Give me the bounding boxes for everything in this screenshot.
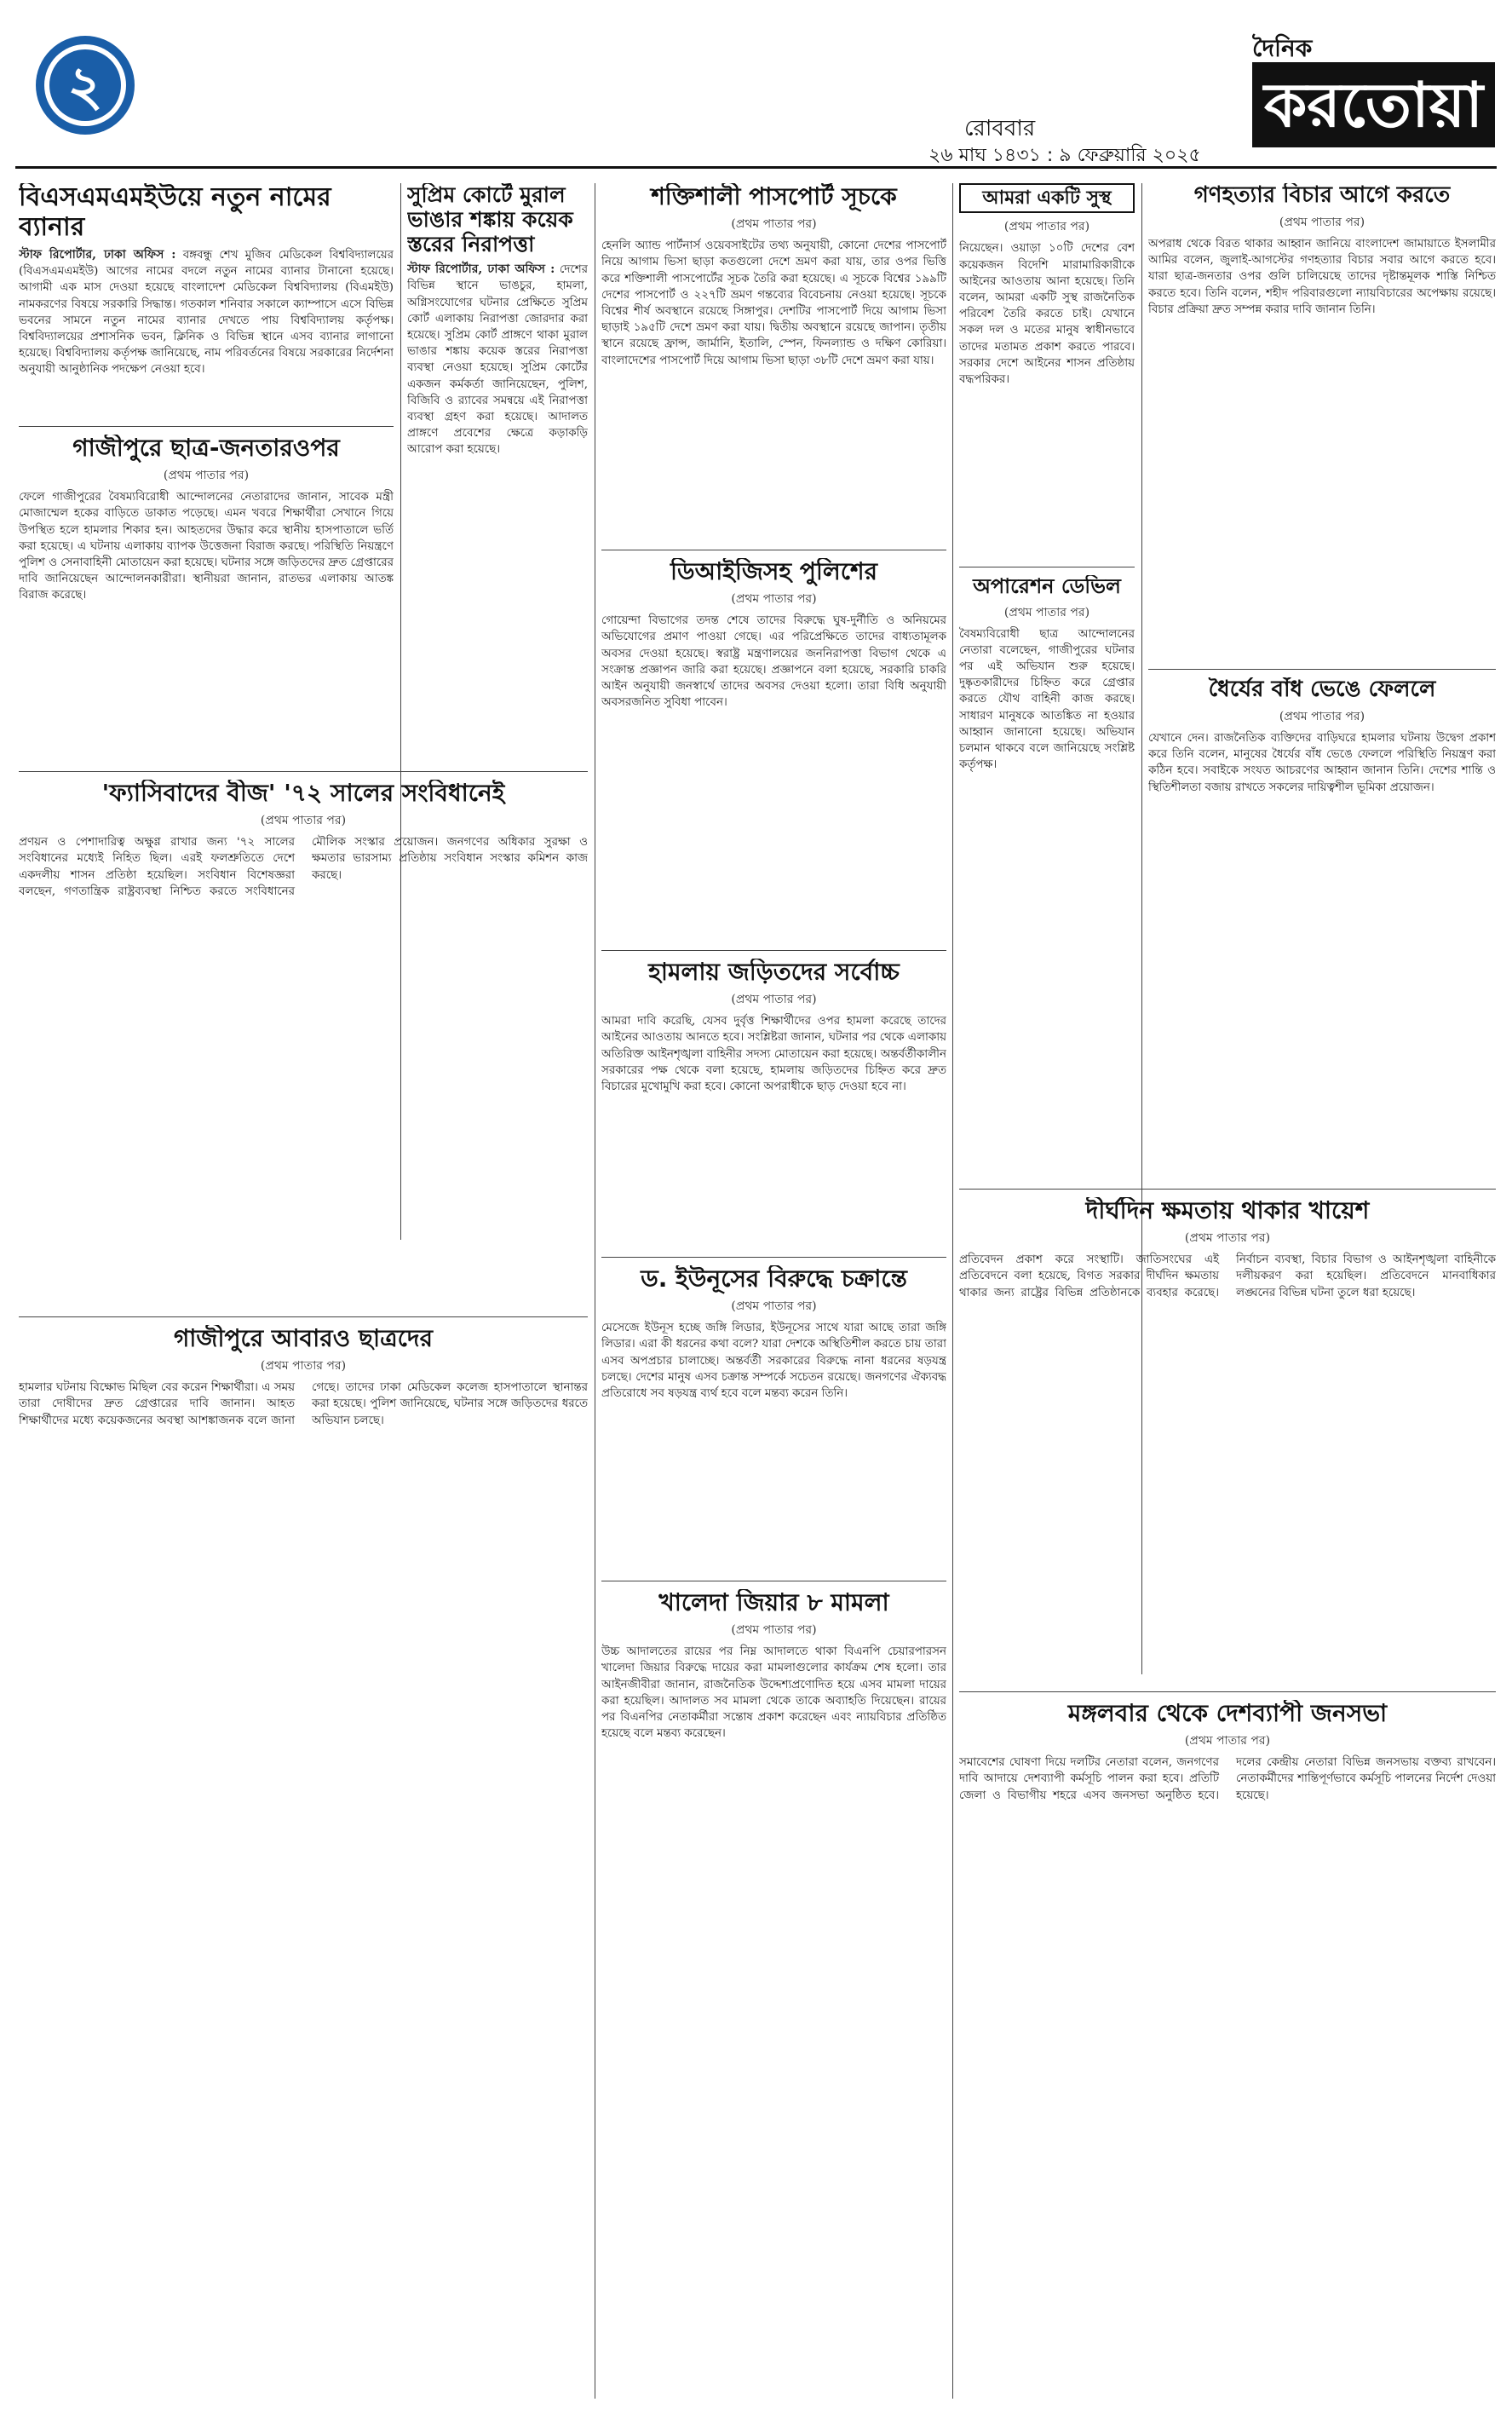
article-continued: (প্রথম পাতার পর)	[1279, 709, 1365, 723]
article-fascism-seed	[19, 780, 588, 1308]
section-rule	[19, 1316, 588, 1317]
article-genocide-trial	[1148, 183, 1496, 660]
article-headline: শক্তিশালী পাসপোর্ট সূচকে	[651, 183, 897, 210]
section-rule	[601, 950, 946, 951]
article-healthy-politics	[959, 183, 1135, 558]
article-continued: (প্রথম পাতার পর)	[731, 1623, 817, 1638]
article-continued: (প্রথম পাতার পর)	[260, 1359, 347, 1374]
article-continued: (প্রথম পাতার পর)	[1184, 1231, 1271, 1246]
article-headline: গাজীপুরে ছাত্র-জনতারওপর	[72, 435, 340, 462]
article-byline: স্টাফ রিপোর্টার, ঢাকা অফিস :	[19, 248, 176, 262]
masthead-rule	[15, 166, 1497, 169]
article-continued: (প্রথম পাতার পর)	[1184, 1734, 1271, 1748]
article-headline: ড. ইউনূসের বিরুদ্ধে চক্রান্তে	[641, 1265, 907, 1293]
article-headline: গণহত্যার বিচার আগে করতে	[1193, 183, 1451, 208]
article-text: যেখানে দেন। রাজনৈতিক ব্যক্তিদের বাড়িঘরে হামলার ঘটনায় উদ্বেগ প্রকাশ করে তিনি বলেন, মানুষের ধৈর্যের বাঁধ ভেঙে ফেললে পরিস্থিতি নিয়ন্ত্রণ করা কঠিন হবে। সবাইকে সংযত আচরণের আহ্বান জানান তিনি। দেশের শান্তি ও স্থিতিশীলতা বজায় রাখতে সকলের দায়িত্বশীল ভূমিকা প্রয়োজন।	[1148, 731, 1496, 794]
article-body	[19, 247, 394, 378]
article-headline: দীর্ঘদিন ক্ষমতায় থাকার খায়েশ	[1085, 1197, 1370, 1224]
article-headline: অপারেশন ডেভিল	[973, 575, 1121, 598]
article-text: উচ্চ আদালতের রায়ের পর নিম্ন আদালতে থাকা বিএনপি চেয়ারপারসন খালেদা জিয়ার বিরুদ্ধে দায়ের করা মামলাগুলোর কার্যক্রম শেষ হলো। তার আইনজীবীরা জানান, রাজনৈতিক উদ্দেশ্যপ্রণোদিত হয়ে এসব মামলা দায়ের করা হয়েছিল। আদালত সব মামলা থেকে তাকে অব্যাহতি দিয়েছেন। রায়ের পর বিএনপির নেতাকর্মীরা সন্তোষ প্রকাশ করেছেন এবং ন্যায়বিচার প্রতিষ্ঠিত হয়েছে বলে মন্তব্য করেছেন।	[601, 1645, 946, 1741]
article-continued: (প্রথম পাতার পর)	[1003, 605, 1090, 619]
section-rule	[19, 426, 394, 427]
article-passport-index	[601, 183, 946, 541]
article-khaleda-cases	[601, 1589, 946, 2407]
article-continued: (প্রথম পাতার পর)	[731, 217, 817, 232]
section-rule	[959, 1691, 1496, 1692]
article-text: হামলার ঘটনায় বিক্ষোভ মিছিল বের করেন শিক্ষার্থীরা। এ সময় তারা দোষীদের দ্রুত গ্রেপ্তারের দাবি জানান। আহত শিক্ষার্থীদের মধ্যে কয়েকজনের অবস্থা আশঙ্কাজনক বলে জানা গেছে। তাদের ঢাকা মেডিকেল কলেজ হাসপাতালে স্থানান্তর করা হয়েছে। পুলিশ জানিয়েছে, ঘটনার সঙ্গে জড়িতদের ধরতে অভিযান চলছে।	[19, 1381, 588, 1427]
section-rule	[1148, 669, 1496, 670]
article-supreme-court-mural	[407, 183, 588, 763]
article-continued: (প্রথম পাতার পর)	[1003, 220, 1090, 234]
article-power-desire	[959, 1197, 1496, 1683]
article-text: মেসেজে ইউনূস হচ্ছে জঙ্গি লিডার, ইউনূসের সাথে যারা আছে তারা জঙ্গি লিডার। এরা কী ধরনের কথা বলে? যারা দেশকে অস্থিতিশীল করতে চায় তারা এসব অপপ্রচার চালাচ্ছে। অন্তর্বর্তী সরকারের বিরুদ্ধে নানা ধরনের ষড়যন্ত্র চলছে। দেশের মানুষ এসব চক্রান্ত সম্পর্কে সচেতন রয়েছে। জনগণের ঐক্যবদ্ধ প্রতিরোধে সব ষড়যন্ত্র ব্যর্থ হবে বলে মন্তব্য করেন তিনি।	[601, 1322, 946, 1400]
article-text: প্রণয়ন ও পেশাদারিত্ব অক্ষুণ্ণ রাখার জন্য '৭২ সালের সংবিধানের মধ্যেই নিহিত ছিল। এরই ফলশ্রুতিতে দেশে একদলীয় শাসন প্রতিষ্ঠা হয়েছিল। সংবিধান বিশেষজ্ঞরা বলছেন, গণতান্ত্রিক রাষ্ট্রব্যবস্থা নিশ্চিত করতে সংবিধানের মৌলিক সংস্কার প্রয়োজন। জনগণের অধিকার সুরক্ষা ও ক্ষমতার ভারসাম্য প্রতিষ্ঠায় সংবিধান সংস্কার কমিশন কাজ করছে।	[19, 836, 588, 898]
issue-date: ২৬ মাঘ ১৪৩১ : ৯ ফেব্রুয়ারি ২০২৫	[928, 145, 1201, 166]
article-text: ফেলে গাজীপুরের বৈষম্যবিরোধী আন্দোলনের নেতারাদের জানান, সাবেক মন্ত্রী মোজাম্মেল হকের বাড়িতে ডাকাত পড়েছে। এমন খবরে শিক্ষার্থীরা সেখানে গিয়ে উপস্থিত হলে হামলার শিকার হন। আহতদের উদ্ধার করে স্থানীয় হাসপাতালে ভর্তি করা হয়েছে। এ ঘটনায় এলাকায় ব্যাপক উত্তেজনা বিরাজ করছে। পরিস্থিতি নিয়ন্ত্রণে পুলিশ ও সেনাবাহিনী মোতায়েন করা হয়েছে। ঘটনার সঙ্গে জড়িতদের দ্রুত গ্রেপ্তারের দাবি জানিয়েছেন আন্দোলনকারীরা। স্থানীয়রা জানান, রাতভর এলাকায় আতঙ্ক বিরাজ করেছে।	[19, 491, 394, 602]
section-rule	[601, 1257, 946, 1258]
page-number: ২	[67, 55, 103, 118]
article-headline: বিএসএমএমইউয়ে নতুন নামের ব্যানার	[19, 183, 331, 242]
article-text: বৈষম্যবিরোধী ছাত্র আন্দোলনের নেতারা বলেছেন, গাজীপুরের ঘটনার পর এই অভিযান শুরু হয়েছে। দুষ্কৃতকারীদের চিহ্নিত করে গ্রেপ্তার করতে যৌথ বাহিনী কাজ করছে। সাধারণ মানুষকে আতঙ্কিত না হওয়ার আহ্বান জানানো হয়েছে। অভিযান চলমান থাকবে বলে জানিয়েছে সংশ্লিষ্ট কর্তৃপক্ষ।	[959, 627, 1135, 772]
article-continued: (প্রথম পাতার পর)	[1279, 215, 1365, 229]
newspaper-logo	[1252, 30, 1495, 158]
column-divider	[952, 183, 953, 2399]
article-headline: আমরা একটি সুস্থ	[959, 183, 1135, 213]
section-rule	[959, 1189, 1496, 1190]
article-headline: ধৈর্যের বাঁধ ভেঙে ফেললে	[1208, 677, 1436, 702]
article-headline: 'ফ্যাসিবাদের বীজ' '৭২ সালের সংবিধানেই	[101, 780, 505, 807]
article-text: প্রতিবেদন প্রকাশ করে সংস্থাটি। জাতিসংঘের এই প্রতিবেদনে বলা হয়েছে, বিগত সরকার দীর্ঘদিন ক্ষমতায় থাকার জন্য রাষ্ট্রের বিভিন্ন প্রতিষ্ঠানকে ব্যবহার করেছে। নির্বাচন ব্যবস্থা, বিচার বিভাগ ও আইনশৃঙ্খলা বাহিনীকে দলীয়করণ করা হয়েছিল। প্রতিবেদনে মানবাধিকার লঙ্ঘনের বিভিন্ন ঘটনা তুলে ধরা হয়েছে।	[959, 1253, 1496, 1299]
article-gazipur-attack	[19, 435, 394, 763]
article-byline: স্টাফ রিপোর্টার, ঢাকা অফিস :	[407, 262, 555, 277]
article-headline: গাজীপুরে আবারও ছাত্রদের	[173, 1325, 434, 1352]
article-continued: (প্রথম পাতার পর)	[731, 993, 817, 1007]
article-nationwide-rally	[959, 1700, 1496, 2407]
article-attack-punishment	[601, 959, 946, 1248]
article-headline: সুপ্রিম কোর্টে মুরাল ভাঙার শঙ্কায় কয়েক স্তরের নিরাপত্তা	[407, 183, 573, 256]
article-text: গোয়েন্দা বিভাগের তদন্ত শেষে তাদের বিরুদ্ধে ঘুষ-দুর্নীতি ও অনিয়মের অভিযোগের প্রমাণ পাওয়া গেছে। এর পরিপ্রেক্ষিতে তাদের বাধ্যতামূলক অবসর দেওয়া হয়েছে। স্বরাষ্ট্র মন্ত্রণালয়ের জননিরাপত্তা বিভাগ থেকে এ সংক্রান্ত প্রজ্ঞাপন জারি করা হয়েছে। প্রজ্ঞাপনে বলা হয়েছে, সরকারি চাকরি আইন অনুযায়ী জনস্বার্থে তাদের অবসর দেওয়া হলো। তারা বিধি অনুযায়ী অবসরজনিত সুবিধা পাবেন।	[601, 614, 946, 710]
article-text: হেনলি অ্যান্ড পার্টনার্স ওয়েবসাইটের তথ্য অনুযায়ী, কোনো দেশের পাসপোর্ট নিয়ে আগাম ভিসা ছাড়া কতগুলো দেশে ভ্রমণ করা যায়, তার ওপর ভিত্তি করে শক্তিশালী পাসপোর্টের সূচক তৈরি করা হয়েছে। এ সূচকে বিশ্বের ১৯৯টি দেশের পাসপোর্ট ও ২২৭টি ভ্রমণ গন্তব্যের বিবেচনায় নেওয়া হয়েছে। সূচকে বিশ্বের শীর্ষ অবস্থানে রয়েছে সিঙ্গাপুর। দেশটির পাসপোর্ট দিয়ে আগাম ভিসা ছাড়াই ১৯৫টি দেশে ভ্রমণ করা যায়। দ্বিতীয় অবস্থানে রয়েছে জাপান। তৃতীয় স্থানে রয়েছে ফ্রান্স, জার্মানি, ইতালি, স্পেন, ফিনল্যান্ড ও দক্ষিণ কোরিয়া। বাংলাদেশের পাসপোর্ট দিয়ে আগাম ভিসা ছাড়া ৩৮টি দেশে ভ্রমণ করা যায়।	[601, 239, 946, 367]
article-headline: হামলায় জড়িতদের সর্বোচ্চ	[648, 959, 900, 986]
article-dig-police	[601, 558, 946, 942]
article-body	[407, 262, 588, 458]
article-patience-dam	[1148, 677, 1496, 1180]
article-continued: (প্রথম পাতার পর)	[163, 469, 250, 483]
article-text: অপরাধ থেকে বিরত থাকার আহ্বান জানিয়ে বাংলাদেশ জামায়াতে ইসলামীর আমির বলেন, জুলাই-আগস্টের গণহত্যার বিচার সবার আগে করতে হবে। যারা ছাত্র-জনতার ওপর গুলি চালিয়েছে তাদের দৃষ্টান্তমূলক শাস্তি নিশ্চিত করতে হবে। তিনি বলেন, শহীদ পরিবারগুলো ন্যায়বিচারের অপেক্ষায় রয়েছে। বিচার প্রক্রিয়া দ্রুত সম্পন্ন করার দাবি জানান তিনি।	[1148, 237, 1496, 316]
article-text: নিয়েছেন। ওয়াড়া ১০টি দেশের বেশ কয়েকজন বিদেশি মারামারিকারীকে আইনের আওতায় আনা হয়েছে। তিনি বলেন, আমরা একটি সুস্থ রাজনৈতিক পরিবেশ তৈরি করতে চাই। যেখানে সকল দল ও মতের মানুষ স্বাধীনভাবে তাদের মতামত প্রকাশ করতে পারবে। সরকার দেশে আইনের শাসন প্রতিষ্ঠায় বদ্ধপরিকর।	[959, 242, 1135, 386]
logo-big-text: করতোয়া	[1252, 62, 1495, 147]
article-gazipur-students	[19, 1325, 588, 2407]
article-continued: (প্রথম পাতার পর)	[260, 814, 347, 828]
article-text: সমাবেশের ঘোষণা দিয়ে দলটির নেতারা বলেন, জনগণের দাবি আদায়ে দেশব্যাপী কর্মসূচি পালন করা হবে। প্রতিটি জেলা ও বিভাগীয় শহরে এসব জনসভা অনুষ্ঠিত হবে। দলের কেন্দ্রীয় নেতারা বিভিন্ন জনসভায় বক্তব্য রাখবেন। নেতাকর্মীদের শান্তিপূর্ণভাবে কর্মসূচি পালনের নির্দেশ দেওয়া হয়েছে।	[959, 1756, 1496, 1802]
article-text: বঙ্গবন্ধু শেখ মুজিব মেডিকেল বিশ্ববিদ্যালয়ের (বিএসএমএমইউ) আগের নামের বদলে নতুন নামের ব্যানার টানানো হয়েছে। আগামী এক মাস দেওয়া হয়েছে বাংলাদেশ মেডিকেল বিশ্ববিদ্যালয় (বিএমইউ) নামকরণের বিষয়ে সরকারি সিদ্ধান্ত। গতকাল শনিবার সকালে ক্যাম্পাসে এসে বিভিন্ন ভবনের সামনে নতুন নামের ব্যানার দেখতে পায় বিশ্ববিদ্যালয় কর্তৃপক্ষ। বিশ্ববিদ্যালয়ের প্রশাসনিক ভবন, ক্লিনিক ও বিভিন্ন স্থানে এসব ব্যানার লাগানো হয়েছে। বিশ্ববিদ্যালয় কর্তৃপক্ষ জানিয়েছে, নাম পরিবর্তনের বিষয়ে সরকারের নির্দেশনা অনুযায়ী আনুষ্ঠানিক পদক্ষেপ নেওয়া হবে।	[19, 249, 394, 377]
article-text: আমরা দাবি করেছি, যেসব দুর্বৃত্ত শিক্ষার্থীদের ওপর হামলা করেছে তাদের আইনের আওতায় আনতে হবে। সংশ্লিষ্টরা জানান, ঘটনার পর থেকে এলাকায় অতিরিক্ত আইনশৃঙ্খলা বাহিনীর সদস্য মোতায়েন করা হয়েছে। অন্তর্বর্তীকালীন সরকারের পক্ষ থেকে বলা হয়েছে, হামলায় জড়িতদের চিহ্নিত করে দ্রুত বিচারের মুখোমুখি করা হবে। কোনো অপরাধীকে ছাড় দেওয়া হবে না।	[601, 1015, 946, 1093]
logo-small-text: দৈনিক	[1252, 34, 1313, 62]
article-continued: (প্রথম পাতার পর)	[731, 1299, 817, 1314]
article-operation-devil	[959, 575, 1135, 1180]
article-text: দেশের বিভিন্ন স্থানে ভাঙচুর, হামলা, অগ্নিসংযোগের ঘটনার প্রেক্ষিতে সুপ্রিম কোর্ট এলাকায় নিরাপত্তা জোরদার করা হয়েছে। সুপ্রিম কোর্ট প্রাঙ্গণে থাকা মুরাল ভাঙার শঙ্কায় কয়েক স্তরের নিরাপত্তা ব্যবস্থা নেওয়া হয়েছে। সুপ্রিম কোর্টের একজন কর্মকর্তা জানিয়েছেন, পুলিশ, বিজিবি ও র‍্যাবের সমন্বয়ে এই নিরাপত্তা ব্যবস্থা গ্রহণ করা হয়েছে। আদালত প্রাঙ্গণে প্রবেশের ক্ষেত্রে কড়াকড়ি আরোপ করা হয়েছে।	[407, 263, 588, 457]
issue-day: রোববার	[964, 116, 1036, 141]
article-yunus-conspiracy	[601, 1265, 946, 1572]
article-headline: খালেদা জিয়ার ৮ মামলা	[658, 1589, 889, 1616]
article-continued: (প্রথম পাতার পর)	[731, 592, 817, 607]
page-number-badge	[30, 30, 141, 141]
article-headline: ডিআইজিসহ পুলিশের	[670, 558, 877, 585]
section-rule	[19, 771, 588, 772]
article-headline: মঙ্গলবার থেকে দেশব্যাপী জনসভা	[1067, 1700, 1388, 1727]
